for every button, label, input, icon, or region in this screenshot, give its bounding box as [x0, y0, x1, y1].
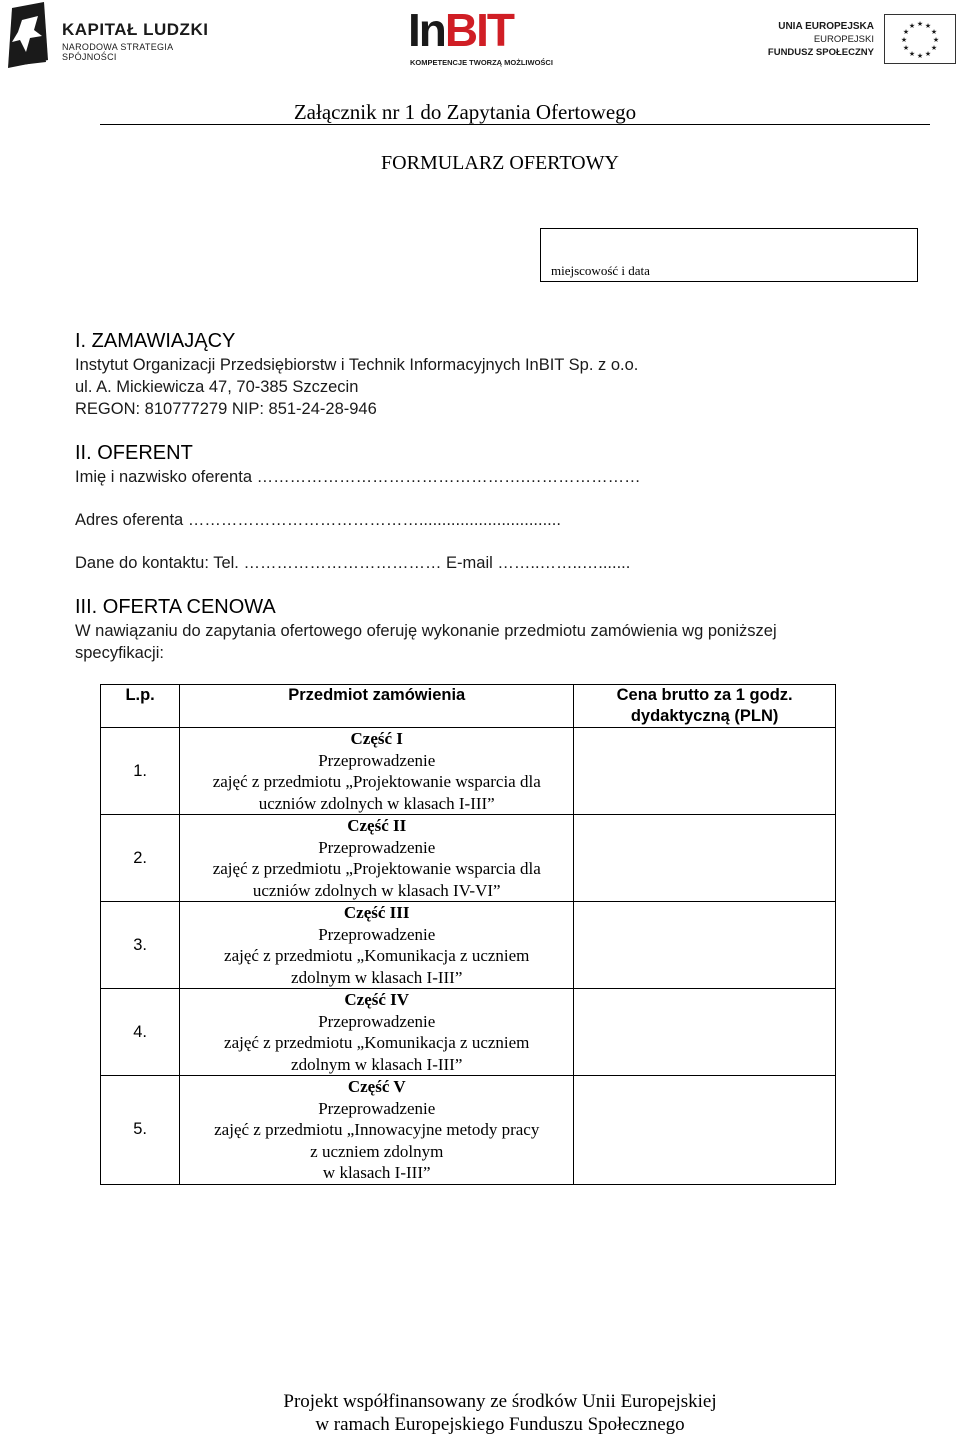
row-number: 1. — [101, 728, 180, 815]
desc-line: uczniów zdolnych w klasach IV-VI” — [252, 880, 501, 900]
document-title: Załącznik nr 1 do Zapytania Ofertowego — [293, 100, 637, 124]
row-description — [180, 728, 574, 815]
row-number: 3. — [101, 902, 180, 989]
kapital-ludzki-title: KAPITAŁ LUDZKI — [62, 20, 209, 39]
part-title: Część II — [347, 816, 407, 835]
offeror-name-field[interactable]: Imię i nazwisko oferenta ………………………………………….………………… — [75, 468, 641, 486]
offeror-contact-field[interactable]: Dane do kontaktu: Tel. ……………………………… E-mail ……..……..…....... — [75, 554, 631, 572]
svg-text:★: ★ — [908, 22, 916, 30]
svg-text:★: ★ — [924, 22, 932, 30]
eu-flag-icon — [884, 14, 956, 64]
svg-text:★: ★ — [916, 20, 924, 28]
header-price — [574, 685, 836, 728]
price-offer-table — [100, 684, 836, 1185]
svg-text:★: ★ — [916, 52, 924, 60]
part-title: Część I — [350, 729, 403, 748]
header-price-line2: dydaktyczną (PLN) — [630, 707, 779, 725]
desc-line: Przeprowadzenie — [318, 750, 436, 770]
svg-text:★: ★ — [902, 28, 910, 36]
desc-line: zdolnym w klasach I-III” — [291, 967, 463, 987]
table-row — [101, 728, 836, 815]
desc-line: zajęć z przedmiotu „Komunikacja z uczniem — [224, 1033, 530, 1052]
row-description — [180, 1076, 574, 1185]
offeror-address-field[interactable]: Adres oferenta ……………………………………............................... — [75, 511, 561, 529]
svg-text:★: ★ — [900, 36, 908, 44]
desc-line: z uczniem zdolnym — [310, 1141, 444, 1161]
inbit-tagline: KOMPETENCJE TWORZĄ MOŻLIWOŚCI — [410, 58, 553, 67]
desc-line: zajęć z przedmiotu „Projektowanie wsparcia dla — [212, 772, 541, 791]
price-offer-intro-line1: W nawiązaniu do zapytania ofertowego oferuję wykonanie przedmiotu zamówienia wg poniższej — [75, 622, 777, 640]
place-date-label: miejscowość i data — [551, 263, 650, 278]
kapital-ludzki-logo — [4, 2, 214, 72]
desc-line: Przeprowadzenie — [318, 924, 436, 944]
inbit-logo — [408, 4, 553, 70]
header-lp: L.p. — [101, 685, 180, 728]
ordering-party-address: ul. A. Mickiewicza 47, 70-385 Szczecin — [75, 378, 359, 396]
form-title: FORMULARZ OFERTOWY — [381, 152, 619, 174]
footer-line2: w ramach Europejskiego Funduszu Społecznego — [315, 1414, 685, 1435]
svg-text:★: ★ — [932, 36, 940, 44]
eu-logo-line3: FUNDUSZ SPOŁECZNY — [767, 47, 874, 58]
eu-logo-line1: UNIA EUROPEJSKA — [778, 21, 874, 32]
inbit-wordmark — [408, 6, 513, 54]
price-input-cell[interactable] — [574, 1076, 836, 1185]
header-subject: Przedmiot zamówienia — [180, 685, 574, 728]
footer-line1: Projekt współfinansowany ze środków Unii Europejskiej — [283, 1391, 717, 1412]
svg-text:★: ★ — [930, 28, 938, 36]
eu-logo-line2: EUROPEJSKI — [813, 34, 874, 45]
ordering-party-ids: REGON: 810777279 NIP: 851-24-28-946 — [75, 400, 377, 418]
part-title: Część III — [343, 903, 410, 922]
row-description — [180, 989, 574, 1076]
price-input-cell[interactable] — [574, 815, 836, 902]
header-price-line1: Cena brutto za 1 godz. — [616, 686, 793, 704]
row-number: 5. — [101, 1076, 180, 1185]
part-title: Część IV — [344, 990, 410, 1009]
desc-line: Przeprowadzenie — [318, 1011, 436, 1031]
desc-line: zajęć z przedmiotu „Komunikacja z uczniem — [224, 946, 530, 965]
place-date-field[interactable] — [540, 228, 918, 282]
kapital-ludzki-subtitle: NARODOWA STRATEGIA SPÓJNOŚCI — [62, 42, 173, 62]
inbit-wordmark-in: In — [408, 4, 445, 56]
desc-line: zajęć z przedmiotu „Projektowanie wsparcia dla — [212, 859, 541, 878]
row-number: 2. — [101, 815, 180, 902]
eu-logo — [767, 18, 956, 70]
part-title: Część V — [347, 1077, 406, 1096]
price-input-cell[interactable] — [574, 728, 836, 815]
svg-text:★: ★ — [902, 44, 910, 52]
section-offeror-heading: II. OFERENT — [75, 442, 193, 464]
row-description — [180, 902, 574, 989]
desc-line: Przeprowadzenie — [318, 1098, 436, 1118]
section-price-offer-heading: III. OFERTA CENOWA — [75, 596, 276, 618]
section-ordering-heading: I. ZAMAWIAJĄCY — [75, 330, 236, 352]
row-number: 4. — [101, 989, 180, 1076]
table-header-row — [101, 685, 836, 728]
desc-line: Przeprowadzenie — [318, 837, 436, 857]
footer — [0, 1390, 960, 1436]
table-row — [101, 989, 836, 1076]
ordering-party-name: Instytut Organizacji Przedsiębiorstw i Technik Informacyjnych InBIT Sp. z o.o. — [75, 356, 639, 374]
title-divider — [100, 124, 930, 125]
kapital-ludzki-emblem-icon — [4, 2, 56, 72]
price-offer-intro-line2: specyfikacji: — [75, 644, 164, 662]
price-input-cell[interactable] — [574, 902, 836, 989]
svg-text:★: ★ — [930, 44, 938, 52]
table-row — [101, 902, 836, 989]
table-row — [101, 815, 836, 902]
desc-line: w klasach I-III” — [322, 1163, 431, 1182]
inbit-wordmark-bit: BIT — [444, 4, 513, 56]
svg-text:★: ★ — [924, 50, 932, 58]
price-input-cell[interactable] — [574, 989, 836, 1076]
desc-line: uczniów zdolnych w klasach I-III” — [258, 793, 495, 813]
desc-line: zajęć z przedmiotu „Innowacyjne metody pracy — [214, 1120, 540, 1139]
desc-line: zdolnym w klasach I-III” — [291, 1054, 463, 1074]
table-row — [101, 1076, 836, 1185]
row-description — [180, 815, 574, 902]
svg-text:★: ★ — [908, 50, 916, 58]
